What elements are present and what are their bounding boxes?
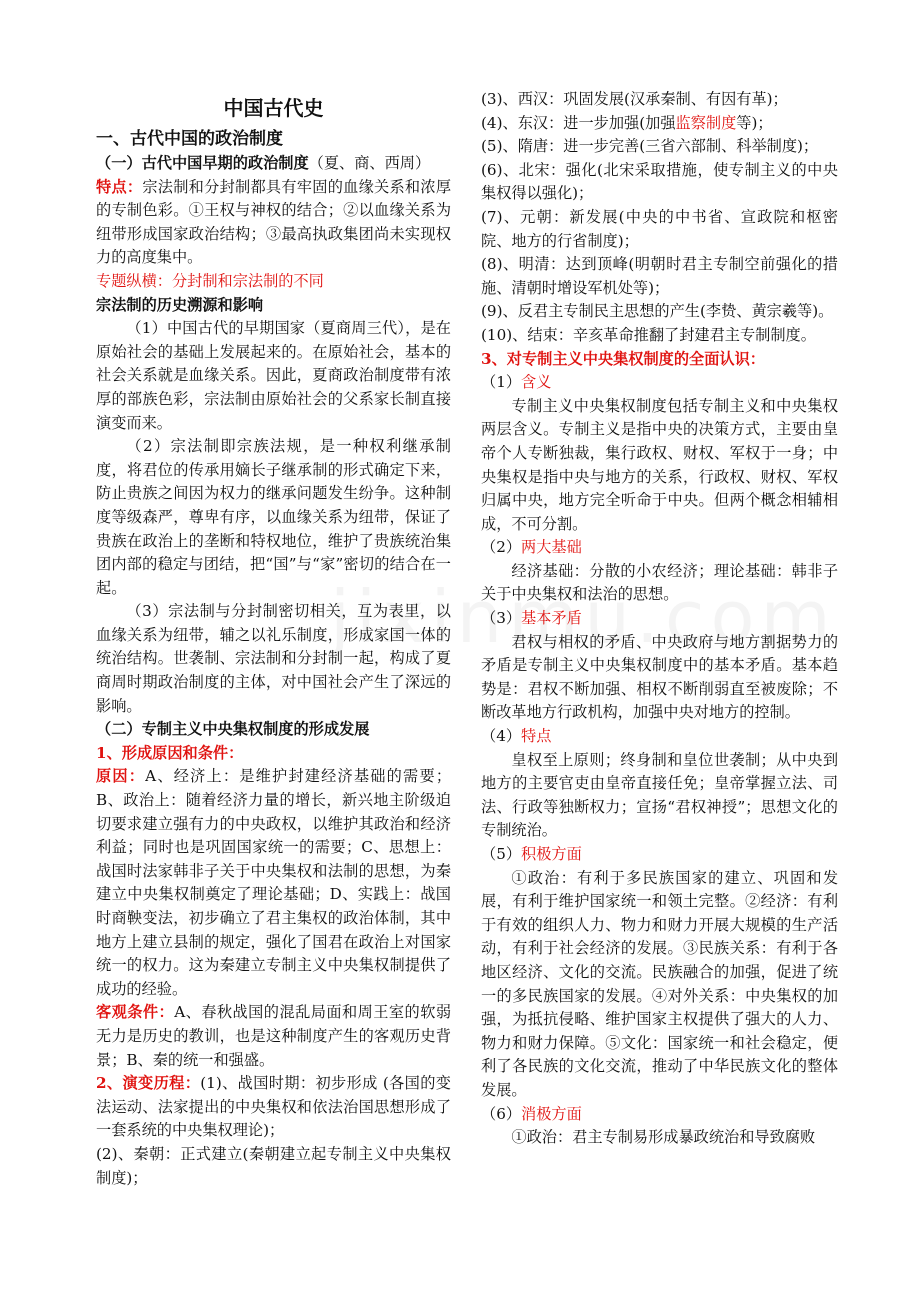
point-4-label: 特点 [521, 727, 552, 746]
right-column [481, 88, 838, 1150]
subsection-heading-centralization: （二）专制主义中央集权制度的形成发展 [96, 720, 370, 739]
item-4-post: 等)； [736, 113, 773, 132]
subsection-heading-early [96, 152, 451, 176]
condition-label: 客观条件： [96, 1003, 175, 1022]
paragraph-3: （3）宗法制与分封制密切相关，互为表里，以血缘关系为纽带，辅之以礼乐制度，形成家国一体的统治结构。世袭制、宗法制和分封制一起，构成了夏商周时期政治制度的主体，对中国社会产生了深远的影响。 [96, 602, 451, 715]
evolution-item-9: (9)、反君主专制民主思想的产生(李贽、黄宗羲等)。 [481, 302, 834, 321]
feature-paragraph [96, 176, 451, 270]
evolution-text: (1)、战国时期：初步形成 (各国的变法运动、法家提出的中央集权和依法治国思想形成了一套系统的中央集权理论)； [96, 1074, 451, 1140]
item-4-pre: (4)、东汉：进一步加强(加强 [481, 113, 676, 132]
point-4-text: 皇权至上原则；终身制和皇位世袭制；从中央到地方的主要官吏由皇帝直接任免；皇帝掌握立法、司法、行政等独断权力；宣扬“君权神授”；思想文化的专制统治。 [481, 750, 838, 840]
point-2-num: （2） [481, 538, 522, 557]
reason-text: A、经济上：是维护封建经济基础的需要；B、政治上：随着经济力量的增长，新兴地主阶级迫切要求建立强有力的中央政权，以维护其政治和经济利益；同时也是巩固国家统一的需要；C、思想上：战国时法家韩非子关于中央集权和法制的思想，为秦建立中央集权制奠定了理论基础；D、实践上：战国时商鞅变法，初步确立了君主集权的政治体制，其中地方上建立县制的规定，强化了国君在政治上对国家统一的权力。这为秦建立专制主义中央集权制提供了成功的经验。 [96, 767, 452, 998]
page-title: 中国古代史 [223, 96, 324, 120]
evolution-item-3: (3)、西汉：巩固发展(汉承秦制、有因有革)； [481, 90, 788, 108]
reason-label: 原因： [96, 767, 146, 786]
heading-understanding: 3、对专制主义中央集权制度的全面认识： [481, 349, 765, 368]
evolution-paragraph [96, 1072, 451, 1143]
evolution-item-4 [481, 112, 838, 136]
point-6-heading [481, 1103, 838, 1127]
condition-paragraph [96, 1001, 451, 1072]
point-6-text: ①政治：君主专制易形成暴政统治和导致腐败 [511, 1128, 816, 1147]
point-3-text: 君权与相权的矛盾、中央政府与地方割据势力的矛盾是专制主义中央集权制度中的基本矛盾。基本趋势是：君权不断加强、相权不断削弱直至被废除；不断改革地方行政机构，加强中央对地方的控制。 [481, 632, 838, 722]
feature-label: 特点： [96, 177, 143, 196]
point-2-heading [481, 536, 838, 560]
point-5-label: 积极方面 [521, 845, 582, 863]
subsection-title: （一）古代中国早期的政治制度 [96, 154, 309, 172]
evolution-label: 2、演变历程： [96, 1074, 201, 1093]
point-2-text: 经济基础：分散的小农经济；理论基础：韩非子关于中央集权和法治的思想。 [481, 561, 838, 604]
paragraph-1: （1）中国古代的早期国家（夏商周三代），是在原始社会的基础上发展起来的。在原始社会，基本的社会关系就是血缘关系。因此，夏商政治制度带有浓厚的部族色彩，宗法制由原始社会的父系家长制直接演变而来。 [96, 319, 451, 432]
point-4-heading [481, 725, 838, 749]
evolution-item-5: (5)、隋唐：进一步完善(三省六部制、科举制度)； [481, 137, 819, 156]
item-4-highlight: 监察制度 [675, 113, 737, 132]
evolution-item-8: (8)、明清：达到顶峰(明朝时君主专制空前强化的措施、清朝时增设军机处等)； [481, 255, 838, 297]
point-5-num: （5） [481, 845, 522, 863]
point-1-label: 含义 [521, 373, 552, 392]
reason-paragraph [96, 765, 451, 1001]
point-1-text: 专制主义中央集权制度包括专制主义和中央集权两层含义。专制主义是指中央的决策方式，主要由皇帝个人专断独裁，集行政权、财权、军权于一身；中央集权是指中央与地方的关系，行政权、财权、军权归属中央，地方完全听命于中央。但两个概念相辅相成，不可分割。 [481, 396, 838, 533]
point-6-num: （6） [481, 1104, 522, 1123]
point-1-heading [481, 371, 838, 395]
evolution-item-6: (6)、北宋：强化(北宋采取措施，使专制主义的中央集权得以强化)； [481, 160, 838, 203]
feature-text: 宗法制和分封制都具有牢固的血缘关系和浓厚的专制色彩。①王权与神权的结合；②以血缘关系为纽带形成国家政治结构；③最高执政集团尚未实现权力的高度集中。 [96, 177, 452, 267]
evolution-item-2: (2)、秦朝：正式建立(秦朝建立起专制主义中央集权制度)； [96, 1144, 451, 1187]
point-1-num: （1） [481, 373, 522, 392]
evolution-item-7: (7)、元朝：新发展(中央的中书省、宣政院和枢密院、地方的行省制度)； [481, 207, 838, 250]
point-6-label: 消极方面 [521, 1104, 582, 1123]
section-heading-politics: 一、古代中国的政治制度 [96, 129, 283, 149]
subsection-note: （夏、商、西周） [308, 154, 431, 172]
condition-text: A、春秋战国的混乱局面和周王室的软弱无力是历史的教训，也是这种制度产生的客观历史背景；B、秦的统一和强盛。 [96, 1003, 452, 1069]
point-5-heading [481, 843, 838, 867]
point-3-label: 基本矛盾 [521, 609, 582, 628]
heading-causes: 1、形成原因和条件： [96, 743, 244, 762]
left-column [96, 88, 451, 1190]
evolution-item-10: (10)、结束：辛亥革命推翻了封建君主专制制度。 [481, 325, 816, 344]
point-4-num: （4） [481, 727, 522, 746]
origin-heading: 宗法制的历史溯源和影响 [96, 295, 264, 314]
point-3-heading [481, 607, 838, 631]
point-3-num: （3） [481, 609, 522, 628]
point-5-text: ①政治：有利于多民族国家的建立、巩固和发展，有利于维护国家统一和领土完整。②经济：有利于有效的组织人力、物力和财力开展大规模的生产活动，有利于社会经济的发展。③民族关系：有利于各地区经济、文化的交流。民族融合的加强，促进了统一的多民族国家的发展。④对外关系：中央集权的加强，为抵抗侵略、维护国家主权提供了强大的人力、物力和财力保障。⑤文化：国家统一和社会稳定，便利了各民族的文化交流，推动了中华民族文化的整体发展。 [481, 868, 838, 1099]
point-2-label: 两大基础 [521, 538, 582, 557]
paragraph-2: （2）宗法制即宗族法规，是一种权利继承制度，将君位的传承用嫡长子继承制的形式确定下来，防止贵族之间因为权力的继承问题发生纷争。这种制度等级森严，尊卑有序，以血缘关系为纽带，保证了贵族在政治上的垄断和特权地位，维护了贵族统治集团内部的稳定与团结，把“国”与“家”密切的结合在一起。 [96, 437, 451, 597]
topic-line: 专题纵横：分封制和宗法制的不同 [96, 271, 324, 290]
